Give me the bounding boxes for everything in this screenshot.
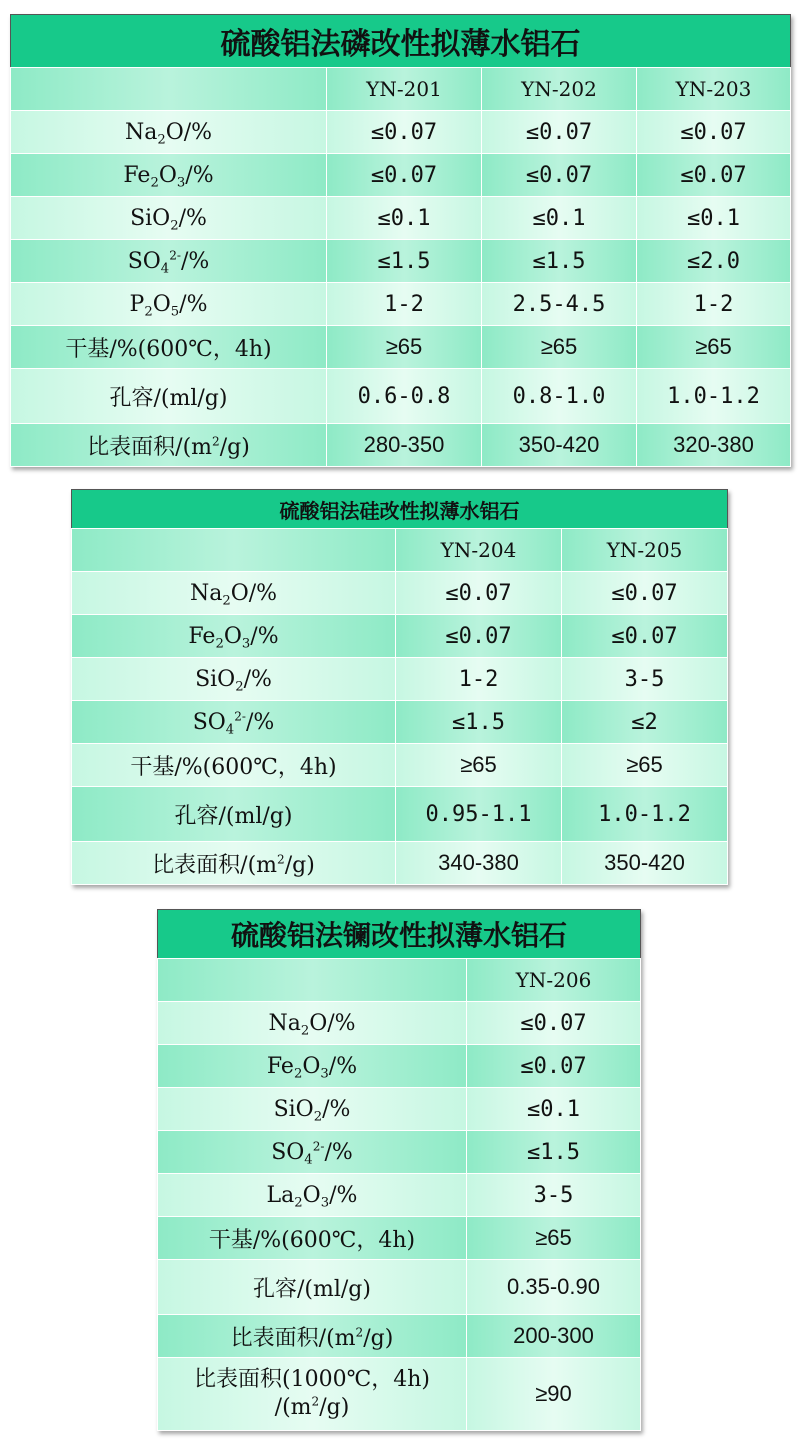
table-row	[158, 1002, 641, 1045]
cell-value: ≤0.1	[467, 1088, 641, 1131]
cell-value: 0.8-1.0	[482, 369, 637, 424]
column-header: YN-205	[562, 529, 728, 572]
row-label: 干基/%(600℃，4h)	[72, 744, 396, 787]
table-row	[11, 111, 791, 154]
cell-value: 0.6-0.8	[327, 369, 482, 424]
row-label: 孔容/(ml/g)	[72, 787, 396, 842]
silicon-modified-table	[71, 489, 728, 885]
row-label: 比表面积$/(m^2/g)$	[11, 424, 327, 467]
cell-value: 320-380	[637, 424, 791, 467]
cell-value: ≤1.5	[327, 240, 482, 283]
cell-value: ≤0.07	[482, 111, 637, 154]
cell-value: 200-300	[467, 1315, 641, 1358]
row-label: 孔容/(ml/g)	[158, 1260, 467, 1315]
cell-value: 0.95-1.1	[396, 787, 562, 842]
row-label: 比表面积(1000℃，4h) $/(m^2/g)$	[158, 1358, 467, 1431]
cell-value: ≤0.07	[327, 111, 482, 154]
row-label: SiO$_2$/%	[11, 197, 327, 240]
table-row	[72, 658, 728, 701]
cell-value: 2.5-4.5	[482, 283, 637, 326]
cell-value: 1-2	[327, 283, 482, 326]
table-row	[11, 154, 791, 197]
cell-value: ≤0.1	[637, 197, 791, 240]
cell-value: ≤0.07	[327, 154, 482, 197]
cell-value: ≤0.07	[562, 615, 728, 658]
cell-value: 280-350	[327, 424, 482, 467]
table-row	[72, 701, 728, 744]
table-row	[72, 744, 728, 787]
cell-value: 3-5	[562, 658, 728, 701]
table-row	[72, 572, 728, 615]
table-title: 硫酸铝法镧改性拟薄水铝石	[158, 910, 641, 959]
cell-value: ≥65	[467, 1217, 641, 1260]
row-label: $Fe_2O_3/\%$	[72, 615, 396, 658]
cell-value: ≤0.07	[396, 615, 562, 658]
cell-value: 350-420	[482, 424, 637, 467]
column-header: YN-206	[467, 959, 641, 1002]
row-label: $SO_4^{2-}/\%$	[11, 240, 327, 283]
cell-value: 340-380	[396, 842, 562, 885]
row-label: SiO$_2$/%	[72, 658, 396, 701]
cell-value: ≤0.07	[637, 154, 791, 197]
table-title: 硫酸铝法硅改性拟薄水铝石	[72, 490, 728, 529]
row-label: 干基/%(600℃，4h)	[11, 326, 327, 369]
header-blank	[11, 68, 327, 111]
table-row	[11, 240, 791, 283]
cell-value: 1-2	[637, 283, 791, 326]
cell-value: 1.0-1.2	[562, 787, 728, 842]
row-label: 干基/%(600℃，4h)	[158, 1217, 467, 1260]
cell-value: ≤0.07	[637, 111, 791, 154]
row-label: $Fe_2O_3/\%$	[158, 1045, 467, 1088]
header-blank	[158, 959, 467, 1002]
row-label: $SO_4^{2-}/\%$	[72, 701, 396, 744]
row-label: 比表面积$/(m^2/g)$	[72, 842, 396, 885]
cell-value: 3-5	[467, 1174, 641, 1217]
row-label: SiO$_2$/%	[158, 1088, 467, 1131]
header-blank	[72, 529, 396, 572]
row-label: $La_2O_3/\%$	[158, 1174, 467, 1217]
cell-value: 1-2	[396, 658, 562, 701]
table-row	[72, 842, 728, 885]
row-label: 孔容/(ml/g)	[11, 369, 327, 424]
cell-value: ≤0.07	[467, 1045, 641, 1088]
table-row	[158, 1315, 641, 1358]
table-row	[158, 1045, 641, 1088]
cell-value: ≤2.0	[637, 240, 791, 283]
cell-value: ≤1.5	[482, 240, 637, 283]
table-row	[72, 787, 728, 842]
column-header: YN-201	[327, 68, 482, 111]
cell-value: ≥90	[467, 1358, 641, 1431]
row-label: $Fe_2O_3/\%$	[11, 154, 327, 197]
cell-value: ≤1.5	[467, 1131, 641, 1174]
row-label: 比表面积$/(m^2/g)$	[158, 1315, 467, 1358]
table-row	[11, 369, 791, 424]
cell-value: ≥65	[327, 326, 482, 369]
row-label: $Na_2O/\%$	[158, 1002, 467, 1045]
cell-value: ≤0.1	[482, 197, 637, 240]
table-row	[72, 615, 728, 658]
table-row	[158, 1358, 641, 1431]
row-label: $Na_2O/\%$	[72, 572, 396, 615]
cell-value: ≥65	[396, 744, 562, 787]
table-row	[11, 326, 791, 369]
row-label: $Na_2O/\%$	[11, 111, 327, 154]
table-row	[158, 1217, 641, 1260]
cell-value: 1.0-1.2	[637, 369, 791, 424]
row-label: $P_2O_5/\%$	[11, 283, 327, 326]
cell-value: 350-420	[562, 842, 728, 885]
phosphorus-modified-table	[10, 14, 791, 467]
table-row	[158, 1174, 641, 1217]
cell-value: ≤0.07	[396, 572, 562, 615]
table-title: 硫酸铝法磷改性拟薄水铝石	[11, 15, 791, 68]
column-header: YN-204	[396, 529, 562, 572]
cell-value: ≥65	[562, 744, 728, 787]
column-header: YN-202	[482, 68, 637, 111]
table-row	[158, 1260, 641, 1315]
cell-value: ≤2	[562, 701, 728, 744]
cell-value: ≥65	[637, 326, 791, 369]
table-row	[158, 1131, 641, 1174]
cell-value: ≤0.1	[327, 197, 482, 240]
table-row	[11, 283, 791, 326]
column-header: YN-203	[637, 68, 791, 111]
lanthanum-modified-table	[157, 909, 641, 1431]
table-row	[158, 1088, 641, 1131]
table-row	[11, 197, 791, 240]
cell-value: ≤1.5	[396, 701, 562, 744]
cell-value: ≥65	[482, 326, 637, 369]
cell-value: 0.35-0.90	[467, 1260, 641, 1315]
header-row	[11, 68, 791, 111]
cell-value: ≤0.07	[482, 154, 637, 197]
table-row	[11, 424, 791, 467]
cell-value: ≤0.07	[562, 572, 728, 615]
cell-value: ≤0.07	[467, 1002, 641, 1045]
header-row	[158, 959, 641, 1002]
row-label: $SO_4^{2-}/\%$	[158, 1131, 467, 1174]
header-row	[72, 529, 728, 572]
